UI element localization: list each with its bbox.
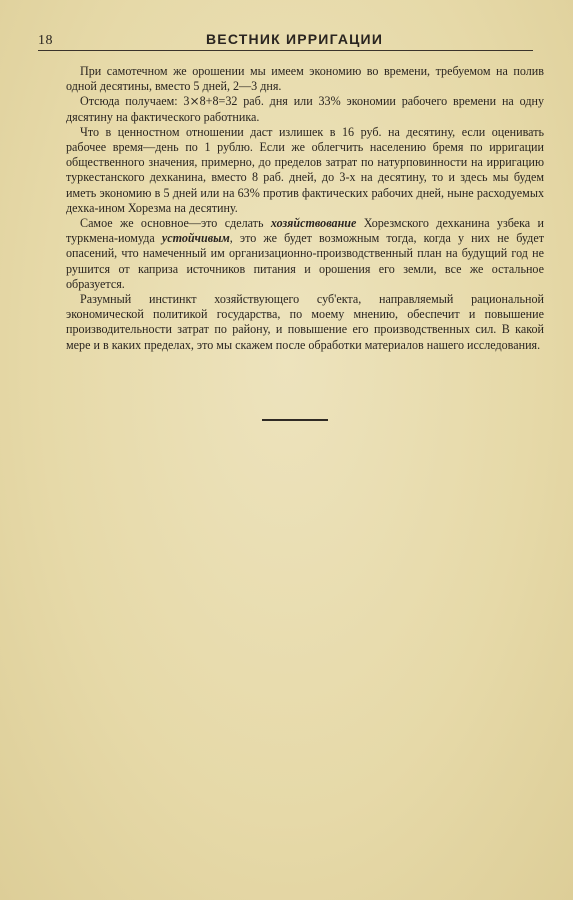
page-number: 18 bbox=[38, 33, 53, 48]
page-header bbox=[38, 30, 533, 51]
paragraph-3: Что в ценностном отношении даст излишек в 16 руб. на десятину, если оценивать рабочее время—день по 1 рублю. Если же облегчить населению бремя по ирригации общественного значения, примерно, до пределов затрат по натурповинности на ирригацию туркестанского дехканина, вместо 8 раб. дней, до 3-х на десятину, то и здесь мы будем иметь экономию в 5 дней или на 63% против фактических рабочих дней, ныне расходуемых дехка-ином Хорезма на десятину. bbox=[66, 124, 544, 215]
paragraph-1: При самотечном же орошении мы имеем экономию во времени, требуемом на полив одной десятины, вместо 5 дней, 2—3 дня. bbox=[66, 64, 544, 94]
paragraph-4-text-b: Хорезмского дехканина узбека и туркмена-иомуда bbox=[66, 216, 544, 246]
article-body bbox=[66, 64, 544, 353]
paragraph-4 bbox=[66, 216, 544, 292]
emphasis-hozyaystvovanie: хозяйствование bbox=[270, 216, 357, 231]
paragraph-2: Отсюда получаем: 3⨯8+8=32 раб. дня или 33% экономии рабочего времени на одну дясятину на фактического работника. bbox=[66, 94, 544, 124]
emphasis-ustoychivym: устойчивым bbox=[161, 231, 230, 246]
paragraph-4-text-a: Самое же основное—это сделать bbox=[80, 216, 271, 231]
paragraph-5: Разумный инстинкт хозяйствующего суб'екта, направляемый рациональной экономической политикой государства, по моему мнению, обеспечит и повышение производительности затрат по району, и повышение его производственных сил. В какой мере и в каких пределах, это мы скажем после обработки материалов нашего исследования. bbox=[66, 292, 544, 352]
journal-title: ВЕСТНИК ИРРИГАЦИИ bbox=[206, 31, 384, 47]
paragraph-4-text-c: , это же будет возможным тогда, когда у них не будет опасений, что намеченный им организационно-производственный план на будущий год не рушится от каприза источников питания и орошения его земли, все же остальное образуется. bbox=[66, 231, 544, 291]
section-divider bbox=[262, 419, 328, 421]
